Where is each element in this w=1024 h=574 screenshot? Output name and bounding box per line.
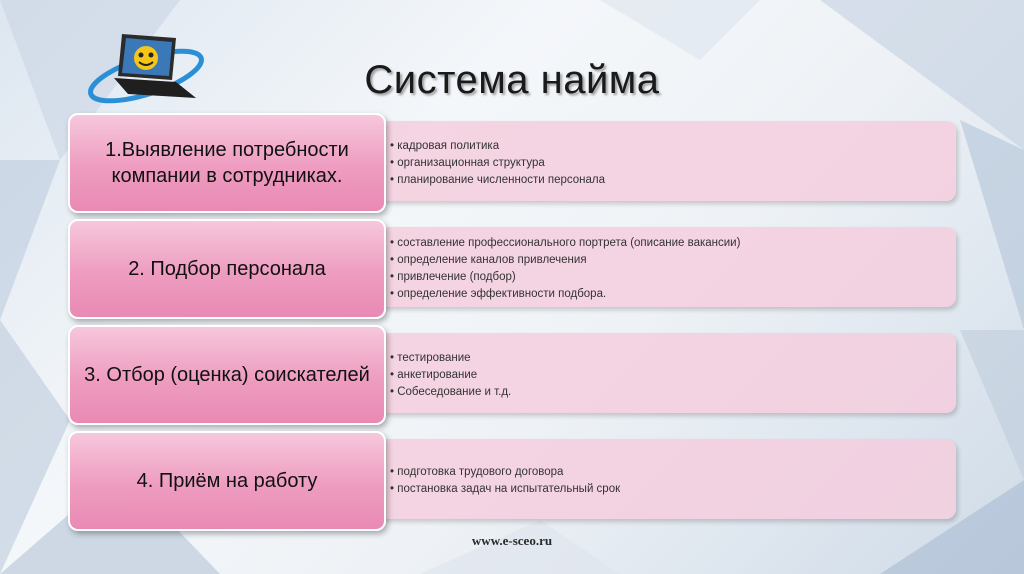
step-row-3 [0, 325, 1024, 425]
page-title: Система найма [364, 58, 660, 102]
list-item: • организационная структура [390, 155, 950, 172]
list-item: • тестирование [390, 350, 950, 367]
step-3-label: 3. Отбор (оценка) соискателей [68, 325, 386, 425]
list-item: • подготовка трудового договора [390, 464, 950, 481]
list-item: • привлечение (подбор) [390, 269, 950, 286]
list-item: • анкетирование [390, 367, 950, 384]
step-row-4 [0, 431, 1024, 531]
step-4-label: 4. Приём на работу [68, 431, 386, 531]
list-item: • составление профессионального портрета (описание вакансии) [390, 235, 950, 252]
list-item: • постановка задач на испытательный срок [390, 481, 950, 498]
list-item: • Собеседование и т.д. [390, 384, 950, 401]
footer-url: www.e-sceo.ru [471, 533, 553, 548]
step-2-label: 2. Подбор персонала [68, 219, 386, 319]
list-item: • определение эффективности подбора. [390, 286, 950, 303]
list-item: • определение каналов привлечения [390, 252, 950, 269]
step-3-details-list [390, 325, 950, 425]
list-item: • планирование численности персонала [390, 172, 950, 189]
step-1-label: 1.Выявление потребности компании в сотрудниках. [68, 113, 386, 213]
step-2-details-list [390, 219, 950, 319]
step-row-2 [0, 219, 1024, 319]
step-1-details-list [390, 113, 950, 213]
step-row-1 [0, 113, 1024, 213]
list-item: • кадровая политика [390, 138, 950, 155]
step-4-details-list [390, 431, 950, 531]
